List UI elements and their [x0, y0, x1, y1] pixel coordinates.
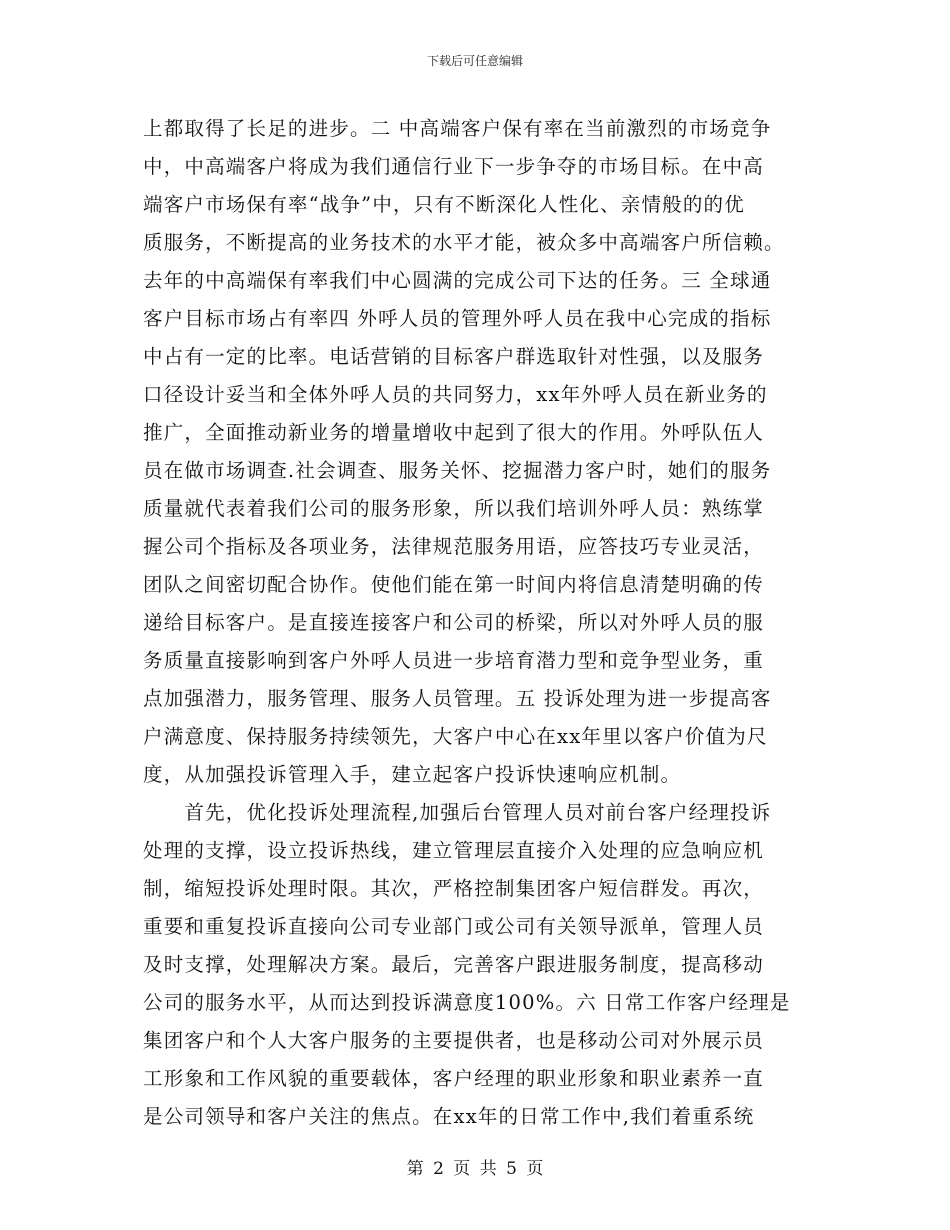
- text-line: 质服务，不断提高的业务技术的水平才能，被众多中高端客户所信赖。: [143, 231, 785, 254]
- text-line: 务质量直接影响到客户外呼人员进一步培育潜力型和竞争型业务，重: [143, 649, 765, 672]
- text-line: 上都取得了长足的进步。二 中高端客户保有率在当前激烈的市场竞争: [143, 117, 772, 140]
- text-line: 点加强潜力，服务管理、服务人员管理。五 投诉处理为进一步提高客: [143, 687, 772, 710]
- text-line: 重要和重复投诉直接向公司专业部门或公司有关领导派单，管理人员: [143, 915, 765, 938]
- text-line: 户满意度、保持服务持续领先，大客户中心在xx年里以客户价值为尺: [143, 725, 768, 748]
- document-body: [143, 110, 813, 1136]
- text-line: 及时支撑，处理解决方案。最后，完善客户跟进服务制度，提高移动: [143, 953, 765, 976]
- text-line: 度，从加强投诉管理入手，建立起客户投诉快速响应机制。: [143, 763, 682, 786]
- text-line: 口径设计妥当和全体外呼人员的共同努力，xx年外呼人员在新业务的: [143, 383, 768, 406]
- text-line: 团队之间密切配合协作。使他们能在第一时间内将信息清楚明确的传: [143, 573, 765, 596]
- text-line: 员在做市场调查.社会调查、服务关怀、挖掘潜力客户时，她们的服务: [143, 459, 772, 482]
- text-line: 中占有一定的比率。电话营销的目标客户群选取针对性强，以及服务: [143, 345, 765, 368]
- text-line: 是公司领导和客户关注的焦点。在xx年的日常工作中,我们着重系统: [143, 1105, 755, 1128]
- text-line: 首先，优化投诉处理流程,加强后台管理人员对前台客户经理投诉: [143, 801, 772, 824]
- text-line: 去年的中高端保有率我们中心圆满的完成公司下达的任务。三 全球通: [143, 269, 772, 292]
- text-line: 握公司个指标及各项业务，法律规范服务用语，应答技巧专业灵活，: [143, 535, 765, 558]
- text-line: 工形象和工作风貌的重要载体，客户经理的职业形象和职业素养一直: [143, 1067, 765, 1090]
- text-line: 制，缩短投诉处理时限。其次，严格控制集团客户短信群发。再次，: [143, 877, 765, 900]
- text-line: 公司的服务水平，从而达到投诉满意度100%。六 日常工作客户经理是: [143, 991, 791, 1014]
- page-number: 第 2 页 共 5 页: [406, 1159, 544, 1179]
- text-line: 递给目标客户。是直接连接客户和公司的桥梁，所以对外呼人员的服: [143, 611, 765, 634]
- text-line: 处理的支撑，设立投诉热线，建立管理层直接介入处理的应急响应机: [143, 839, 765, 862]
- text-line: 客户目标市场占有率四 外呼人员的管理外呼人员在我中心完成的指标: [143, 307, 772, 330]
- text-line: 集团客户和个人大客户服务的主要提供者，也是移动公司对外展示员: [143, 1029, 765, 1052]
- text-line: 推广，全面推动新业务的增量增收中起到了很大的作用。外呼队伍人: [143, 421, 765, 444]
- text-line: 中，中高端客户将成为我们通信行业下一步争夺的市场目标。在中高: [143, 155, 765, 178]
- text-line: 端客户市场保有率“战争”中，只有不断深化人性化、亲情般的的优: [143, 193, 745, 216]
- page-header: 下载后可任意编辑: [426, 54, 523, 68]
- text-line: 质量就代表着我们公司的服务形象，所以我们培训外呼人员：熟练掌: [143, 497, 765, 520]
